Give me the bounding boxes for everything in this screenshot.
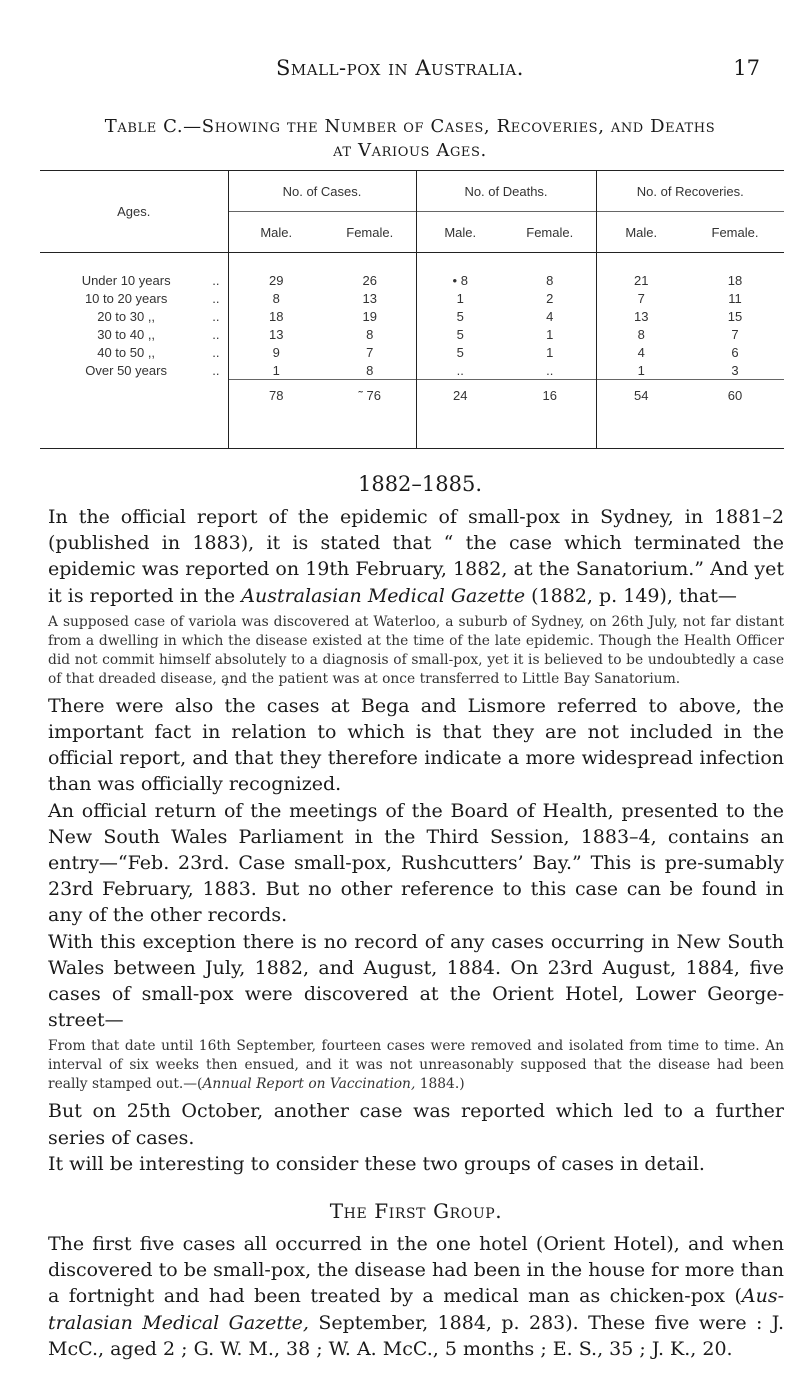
- deaths-female: ..: [546, 362, 554, 378]
- table-row: [40, 325, 784, 343]
- table-row: [40, 307, 784, 325]
- total-recoveries-male: 54: [596, 380, 686, 449]
- journal-title: Australasian Medical Gazette: [241, 584, 526, 607]
- paragraph-bega-lismore: There were also the cases at Bega and Lismore referred to above, the important fact in relation to which is that they are not included in the official report, and that they therefore indicate a more widespread infection than was officially recognized.: [48, 694, 784, 796]
- age-cell: [40, 361, 228, 380]
- recoveries-male: 21: [596, 253, 686, 290]
- cases-male: 1: [228, 361, 324, 380]
- header-ages: Ages.: [40, 171, 228, 253]
- deaths-female: 1: [546, 344, 554, 360]
- leader-dots: ..: [212, 308, 220, 324]
- body-text: [48, 504, 784, 1362]
- paragraph-official-report: [48, 504, 784, 609]
- leader-dots: ..: [212, 290, 220, 306]
- age-cell: [40, 325, 228, 343]
- leader-dots: ..: [212, 362, 220, 378]
- paragraph-text: September, 1884, p. 283). These five were : J. McC., aged 2 ; G. W. M., 38 ; W. A. McC., 5 months ; E. S., 35 ; J. K., 20.: [48, 1311, 784, 1360]
- recoveries-female: 6: [731, 344, 739, 360]
- header-cases-male: Male.: [228, 212, 324, 253]
- block-quote-vaccination-report: [48, 1037, 784, 1094]
- table-row: [40, 289, 784, 307]
- paragraph-board-of-health: An official return of the meetings of the Board of Health, presented to the New South Wales Parliament in the Third Session, 1883–4, contains an entry—“Feb. 23rd. Case small-pox, Rushcutters’ Bay.” This is pre-sumably 23rd February, 1883. But no other reference to this case can be found in any of the other records.: [48, 799, 784, 927]
- total-deaths-female: 16: [504, 380, 596, 449]
- recoveries-female: 11: [728, 290, 742, 306]
- deaths-female: 8: [546, 272, 554, 288]
- deaths-female: 4: [546, 308, 554, 324]
- recoveries-male: 7: [596, 289, 686, 307]
- cases-male: 13: [228, 325, 324, 343]
- header-cases: No. of Cases.: [228, 171, 416, 212]
- total-cases-male: 78: [228, 380, 324, 449]
- leader-dots: ..: [212, 344, 220, 360]
- journal-title: Aus-tralasian Medical Gazette,: [48, 1285, 784, 1334]
- recoveries-male: 4: [596, 343, 686, 361]
- leader-dots: ..: [212, 326, 220, 342]
- header-recoveries-female: Femalе.: [686, 212, 784, 253]
- cases-male: 9: [228, 343, 324, 361]
- age-cell: [40, 343, 228, 361]
- header-deaths-male: Male.: [416, 212, 504, 253]
- header-recoveries: No. of Recoveries.: [596, 171, 784, 212]
- recoveries-female: 15: [727, 308, 743, 324]
- section-heading: The First Group.: [329, 1199, 503, 1224]
- age-label: 20 to 30 ,,: [97, 308, 156, 324]
- table-caption: [40, 115, 780, 163]
- paragraph-text: In the official report of the epidemic of small-pox in Sydney, in 1881–2 (published in 1883), it is stated that “ the case which terminated the epidemic was reported on 19th February, 1882, at the Sanatorium.” And yet it is reported in the: [48, 506, 784, 607]
- cases-female: 8: [366, 326, 374, 342]
- paragraph-october-case: But on 25th October, another case was reported which led to a further series of cases.: [48, 1100, 784, 1149]
- total-recoveries-female: 60: [686, 380, 784, 449]
- deaths-female: 2: [546, 290, 554, 306]
- report-title: Annual Report on Vaccination,: [202, 1076, 416, 1093]
- quote-text: From that date until 16th September, fourteen cases were removed and isolated from time to time. An interval of six weeks then ensued, and it was not unreasonably supposed that the disease had been really stamped out.—(: [48, 1038, 784, 1093]
- table-caption-line-2: at Various Ages.: [333, 140, 487, 161]
- header-recoveries-male: Male.: [596, 212, 686, 253]
- cases-male: 18: [228, 307, 324, 325]
- age-label: 40 to 50 ,,: [97, 344, 156, 360]
- total-cases-female: ˜ 76: [324, 380, 416, 449]
- recoveries-male: 8: [596, 325, 686, 343]
- paragraph-text: (1882, p. 149), that—: [525, 584, 737, 607]
- age-cell: [40, 253, 228, 290]
- total-deaths-male: 24: [416, 380, 504, 449]
- running-head-title: Small-pox in Australia.: [276, 56, 524, 80]
- paragraph-text: The first five cases all occurred in the one hotel (Orient Hotel), and when discovered to be small-pox, the disease had been in the house for more than a fortnight and had been treated by a medical man as chicken-pox (: [48, 1233, 784, 1308]
- deaths-male: ..: [416, 361, 504, 380]
- age-label: Under 10 years: [81, 272, 171, 288]
- table-row: [40, 253, 784, 290]
- deaths-male: 5: [416, 343, 504, 361]
- age-cell: [40, 289, 228, 307]
- paragraph-first-group: [48, 1231, 784, 1362]
- table-row: [40, 361, 784, 380]
- block-quote-waterloo: A supposed case of variola was discovered at Waterloo, a suburb of Sydney, on 26th July, not far distant from a dwelling in which the disease existed at the time of the late epidemic. Though the Health Officer did not commit himself absolutely to a diagnosis of small-pox, yet it is believed to be undoubtedly a case of that dreaded disease, a̧nd the patient was at once transferred to Little Bay Sanatorium.: [48, 613, 784, 687]
- header-deaths-female: Female.: [504, 212, 596, 253]
- cases-table: [40, 170, 784, 449]
- paragraph-two-groups: It will be interesting to consider these two groups of cases in detail.: [48, 1152, 705, 1175]
- table-caption-line-1: Table C.—Showing the Number of Cases, Recoveries, and Deaths: [104, 116, 716, 137]
- running-head: [0, 56, 800, 86]
- cases-female: 13: [362, 290, 377, 306]
- cases-female: 7: [366, 344, 374, 360]
- recoveries-female: 7: [731, 326, 739, 342]
- age-label: 10 to 20 years: [84, 290, 168, 306]
- age-cell: [40, 307, 228, 325]
- recoveries-female: 18: [727, 272, 743, 288]
- deaths-male: 1: [416, 289, 504, 307]
- cases-male: 8: [228, 289, 324, 307]
- year-heading: 1882–1885.: [357, 472, 483, 496]
- cases-female: 26: [362, 272, 377, 288]
- totals-label-cell: [40, 380, 228, 449]
- age-label: Over 50 years: [85, 362, 167, 378]
- header-deaths: No. of Deaths.: [416, 171, 596, 212]
- deaths-male: 5: [416, 325, 504, 343]
- header-cases-female: Female.: [324, 212, 416, 253]
- table-row: [40, 343, 784, 361]
- recoveries-female: 3: [731, 362, 739, 378]
- cases-female: 19: [362, 308, 377, 324]
- deaths-male: 5: [416, 307, 504, 325]
- cases-female: 8: [366, 362, 374, 378]
- recoveries-male: 1: [596, 361, 686, 380]
- page-number: 17: [733, 56, 760, 80]
- leader-dots: ..: [212, 272, 220, 288]
- deaths-female: 1: [546, 326, 554, 342]
- deaths-male: • 8: [416, 253, 504, 290]
- totals-row: [40, 380, 784, 449]
- paragraph-orient-hotel: With this exception there is no record of any cases occurring in New South Wales between July, 1882, and August, 1884. On 23rd August, 1884, five cases of small-pox were discovered at the Orient Hotel, Lower George-street—: [48, 930, 784, 1032]
- quote-text: 1884.): [415, 1076, 465, 1093]
- age-label: 30 to 40 ,,: [97, 326, 156, 342]
- recoveries-male: 13: [596, 307, 686, 325]
- cases-male: 29: [228, 253, 324, 290]
